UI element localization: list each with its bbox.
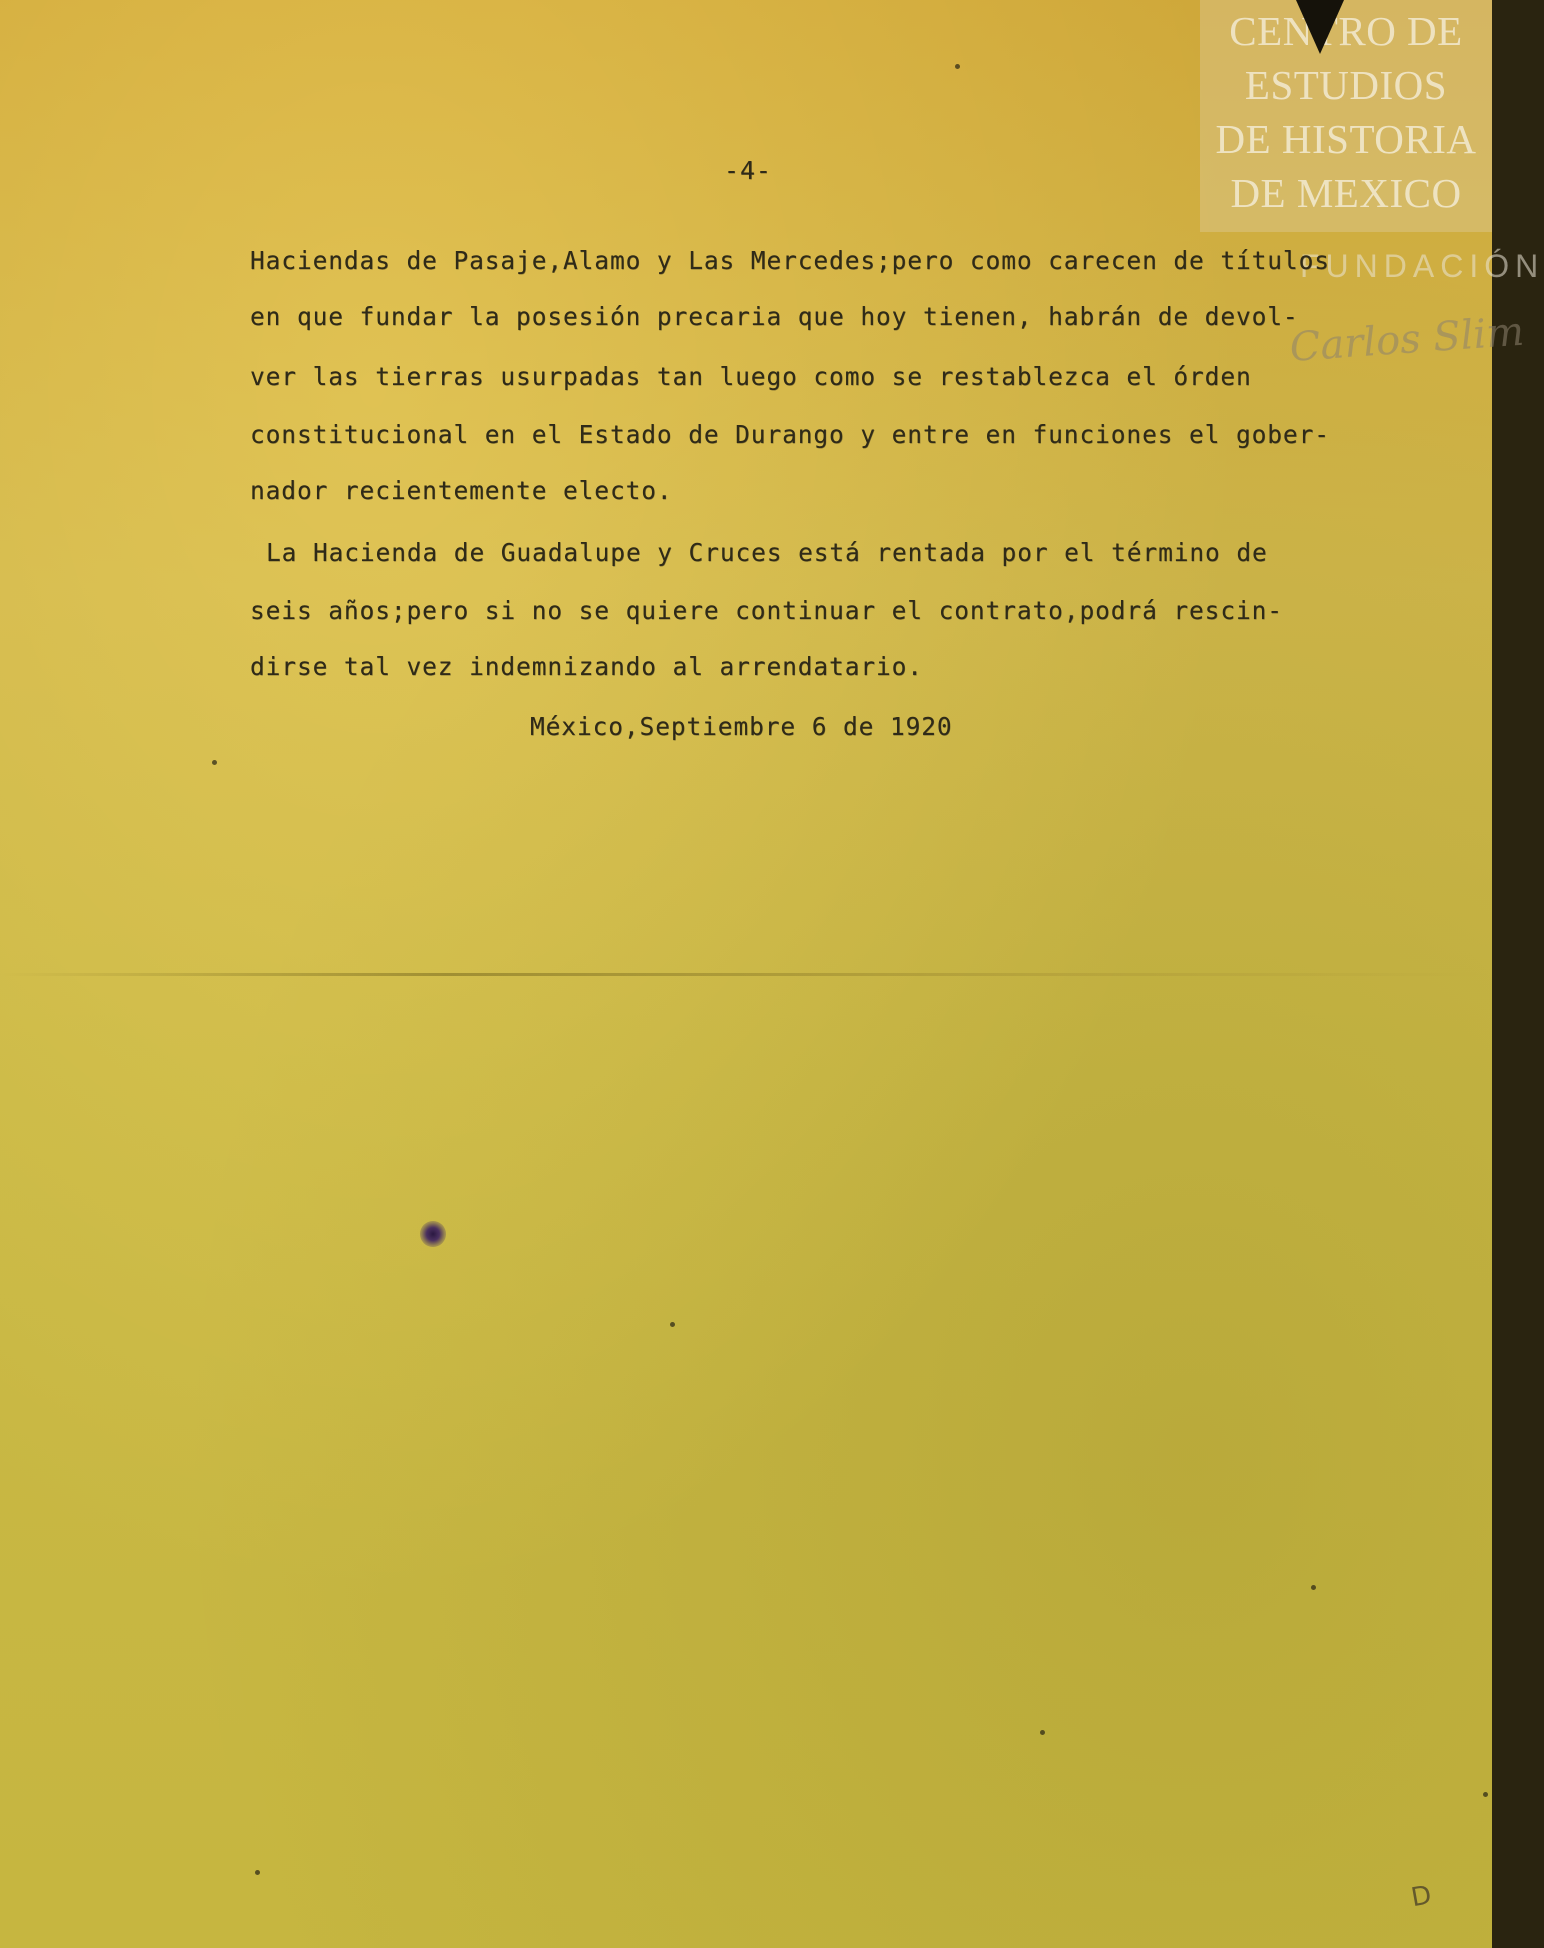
text-line: dirse tal vez indemnizando al arrendatario. [250, 652, 923, 681]
paper-speck [212, 760, 217, 765]
text-line: en que fundar la posesión precaria que hoy tienen, habrán de devol- [250, 302, 1299, 331]
archive-watermark [1200, 0, 1492, 232]
torn-corner [1296, 0, 1344, 54]
watermark-line: DE HISTORIA [1215, 116, 1477, 162]
signature-stamp: Carlos Slim [1288, 308, 1526, 371]
text-line: seis años;pero si no se quiere continuar el contrato,podrá rescin- [250, 596, 1283, 625]
paper-speck [670, 1322, 675, 1327]
text-line: ver las tierras usurpadas tan luego como se restablezca el órden [250, 362, 1252, 391]
text-line: Haciendas de Pasaje,Alamo y Las Mercedes;pero como carecen de títulos [250, 246, 1330, 275]
text-line: constitucional en el Estado de Durango y entre en funciones el gober- [250, 420, 1330, 449]
corner-mark: D [1408, 1880, 1434, 1914]
text-line: nador recientemente electo. [250, 476, 673, 505]
paper-fold [0, 973, 1492, 976]
watermark-line: DE MEXICO [1230, 170, 1462, 216]
watermark-line: CENTRO DE [1229, 8, 1463, 54]
text-line: La Hacienda de Guadalupe y Cruces está rentada por el término de [266, 538, 1268, 567]
paper-speck [1040, 1730, 1045, 1735]
foundation-stamp: FUNDACIÓN [1300, 248, 1544, 284]
paper-speck [1483, 1792, 1488, 1797]
paper-speck [255, 1870, 260, 1875]
ink-blot [420, 1221, 446, 1247]
paper-speck [955, 64, 960, 69]
watermark-line: ESTUDIOS [1244, 62, 1448, 108]
paper-speck [1311, 1585, 1316, 1590]
page-number: -4- [724, 156, 772, 185]
date-line: México,Septiembre 6 de 1920 [530, 712, 953, 741]
